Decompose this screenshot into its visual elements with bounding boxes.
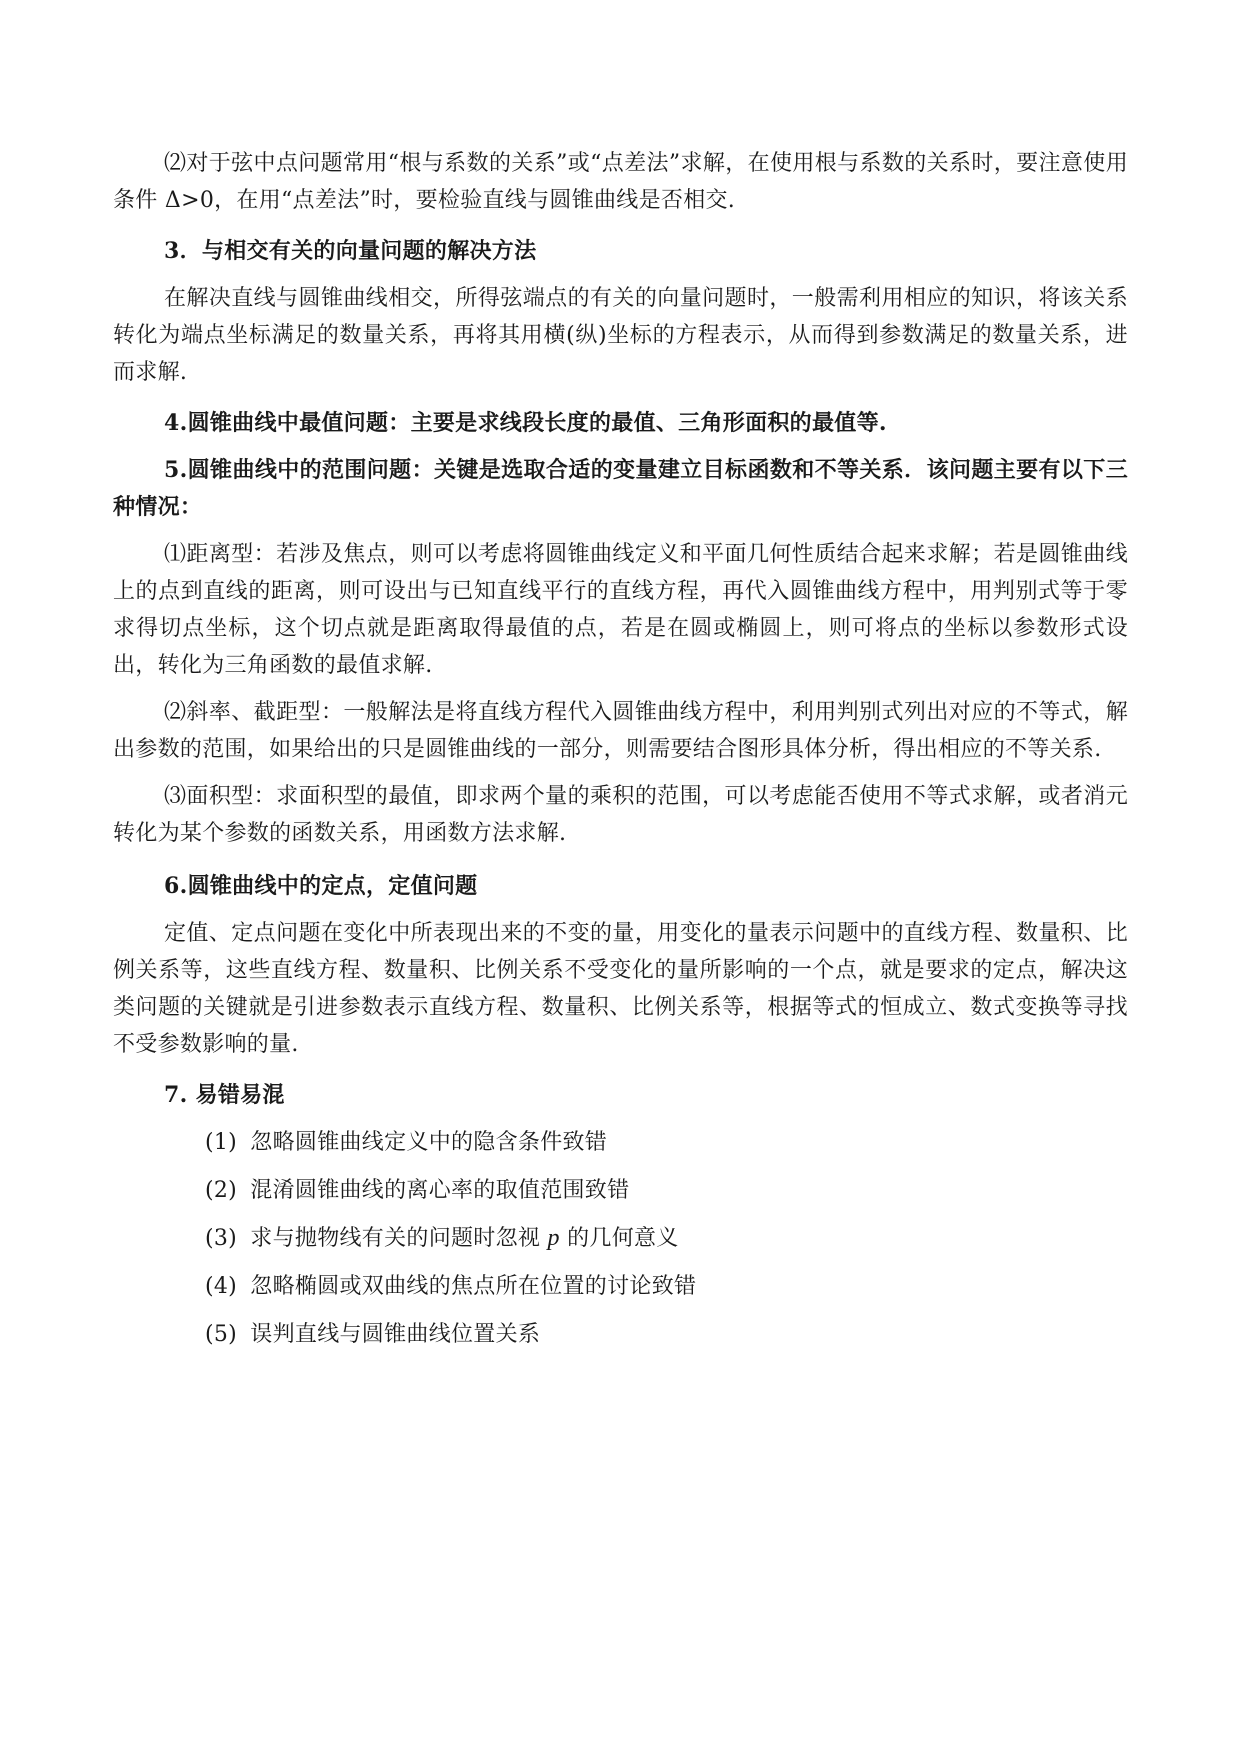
list-item-number: (1) [205,1130,238,1155]
heading-range-problems: 5.圆锥曲线中的范围问题：关键是选取合适的变量建立目标函数和不等关系．该问题主要有以下三种情况： [113,457,1128,520]
list-item-number: (5) [205,1322,238,1347]
list-item [113,1268,1128,1305]
list-item-text-after: 的几何意义 [559,1226,679,1251]
document-body [113,145,1128,1364]
list-item-text-before: 求与抛物线有关的问题时忽视 [250,1226,548,1251]
list-item [113,1124,1128,1161]
paragraph-slope-intercept-type: ⑵斜率、截距型：一般解法是将直线方程代入圆锥曲线方程中，利用判别式列出对应的不等式，解出参数的范围，如果给出的只是圆锥曲线的一部分，则需要结合图形具体分析，得出相应的不等关系. [113,700,1128,762]
list-item-text: 忽略椭圆或双曲线的焦点所在位置的讨论致错 [250,1274,697,1299]
list-item [113,1316,1128,1353]
heading-extreme-value-problems: 4.圆锥曲线中最值问题：主要是求线段长度的最值、三角形面积的最值等. [164,410,887,436]
list-item-number: (2) [205,1178,238,1203]
paragraph-chord-midpoint: ⑵对于弦中点问题常用“根与系数的关系”或“点差法”求解，在使用根与系数的关系时，要注意使用条件 Δ>0，在用“点差法”时，要检验直线与圆锥曲线是否相交. [113,151,1128,213]
variable-p: p [547,1225,560,1251]
heading-fixed-point-problems: 6.圆锥曲线中的定点，定值问题 [164,873,478,899]
heading-vector-problems: 3．与相交有关的向量问题的解决方法 [164,238,537,264]
list-item-number: (3) [205,1226,238,1251]
list-item [113,1220,1128,1257]
paragraph-area-type: ⑶面积型：求面积型的最值，即求两个量的乘积的范围，可以考虑能否使用不等式求解，或者消元转化为某个参数的函数关系，用函数方法求解. [113,784,1128,846]
paragraph-vector-problems: 在解决直线与圆锥曲线相交，所得弦端点的有关的向量问题时，一般需利用相应的知识，将该关系转化为端点坐标满足的数量关系，再将其用横(纵)坐标的方程表示，从而得到参数满足的数量关系，进而求解. [113,286,1128,385]
heading-common-mistakes: 7. 易错易混 [164,1082,285,1108]
paragraph-distance-type: ⑴距离型：若涉及焦点，则可以考虑将圆锥曲线定义和平面几何性质结合起来求解；若是圆锥曲线上的点到直线的距离，则可设出与已知直线平行的直线方程，再代入圆锥曲线方程中，用判别式等于零求得切点坐标，这个切点就是距离取得最值的点，若是在圆或椭圆上，则可将点的坐标以参数形式设出，转化为三角函数的最值求解. [113,542,1128,678]
paragraph-fixed-point-problems: 定值、定点问题在变化中所表现出来的不变的量，用变化的量表示问题中的直线方程、数量积、比例关系等，这些直线方程、数量积、比例关系不受变化的量所影响的一个点，就是要求的定点，解决这类问题的关键就是引进参数表示直线方程、数量积、比例关系等，根据等式的恒成立、数式变换等寻找不受参数影响的量. [113,921,1128,1057]
list-item [113,1172,1128,1209]
list-item-text: 忽略圆锥曲线定义中的隐含条件致错 [250,1130,608,1155]
list-item-text: 误判直线与圆锥曲线位置关系 [250,1322,541,1347]
list-item-text: 混淆圆锥曲线的离心率的取值范围致错 [250,1178,630,1203]
list-item-number: (4) [205,1274,238,1299]
